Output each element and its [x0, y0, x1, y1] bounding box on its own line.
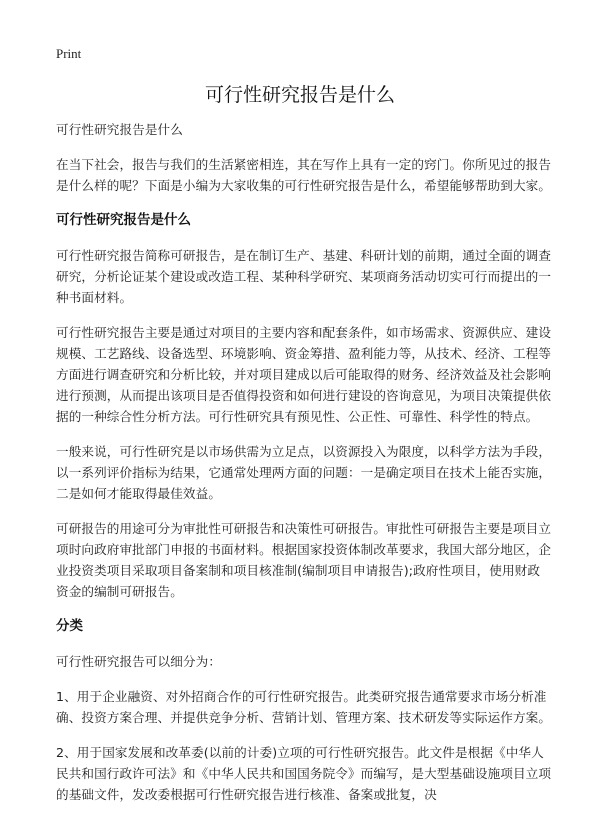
paragraph: 可行性研究报告主要是通过对项目的主要内容和配套条件，如市场需求、资源供应、建设规模、工艺路线、设备选型、环境影响、资金筹措、盈利能力等，从技术、经济、工程等方面进行调查研究和分析比较，并对项目建成以后可能取得的财务、经济效益及社会影响进行预测，从而提出该项目是否值得投资和如何进行建设的咨询意见，为项目决策提供依据的一种综合性分析方法。可行性研究具有预见性、公正性、可靠性、科学性的特点。	[56, 325, 552, 424]
article-body	[56, 119, 552, 819]
paragraph: 一般来说，可行性研究是以市场供需为立足点，以资源投入为限度，以科学方法为手段，以一系列评价指标为结果，它通常处理两方面的问题：一是确定项目在技术上能否实施，二是如何才能取得最佳效益。	[56, 444, 552, 501]
paragraph: 可行性研究报告简称可研报告，是在制订生产、基建、科研计划的前期，通过全面的调查研究，分析论证某个建设或改造工程、某种科学研究、某项商务活动切实可行而提出的一种书面材料。	[56, 248, 552, 305]
list-item: 2、用于国家发展和改革委(以前的计委)立项的可行性研究报告。此文件是根据《中华人民共和国行政许可法》和《中华人民共和国国务院令》而编写，是大型基础设施项目立项的基础文件，发改委根据可行性研究报告进行核准、备案或批复，决	[56, 745, 552, 802]
print-label[interactable]: Print	[56, 46, 82, 61]
section-heading-what-is: 可行性研究报告是什么	[56, 212, 191, 228]
paragraph: 可研报告的用途可分为审批性可研报告和决策性可研报告。审批性可研报告主要是项目立项时向政府审批部门申报的书面材料。根据国家投资体制改革要求，我国大部分地区，企业投资类项目采取项目备案制和项目核准制(编制项目申请报告);政府性项目，使用财政资金的编制可研报告。	[56, 521, 552, 599]
list-item: 1、用于企业融资、对外招商合作的可行性研究报告。此类研究报告通常要求市场分析准确、投资方案合理、并提供竞争分析、营销计划、管理方案、技术研发等实际运作方案。	[56, 689, 552, 725]
article-subtitle: 可行性研究报告是什么	[56, 122, 183, 137]
section-heading-classification: 分类	[56, 618, 83, 634]
paragraph: 可行性研究报告可以细分为：	[56, 654, 222, 669]
page-title: 可行性研究报告是什么	[204, 84, 395, 106]
intro-paragraph: 在当下社会，报告与我们的生活紧密相连，其在写作上具有一定的窍门。你所见过的报告是什么样的呢？下面是小编为大家收集的可行性研究报告是什么，希望能够帮助到大家。	[56, 157, 552, 193]
